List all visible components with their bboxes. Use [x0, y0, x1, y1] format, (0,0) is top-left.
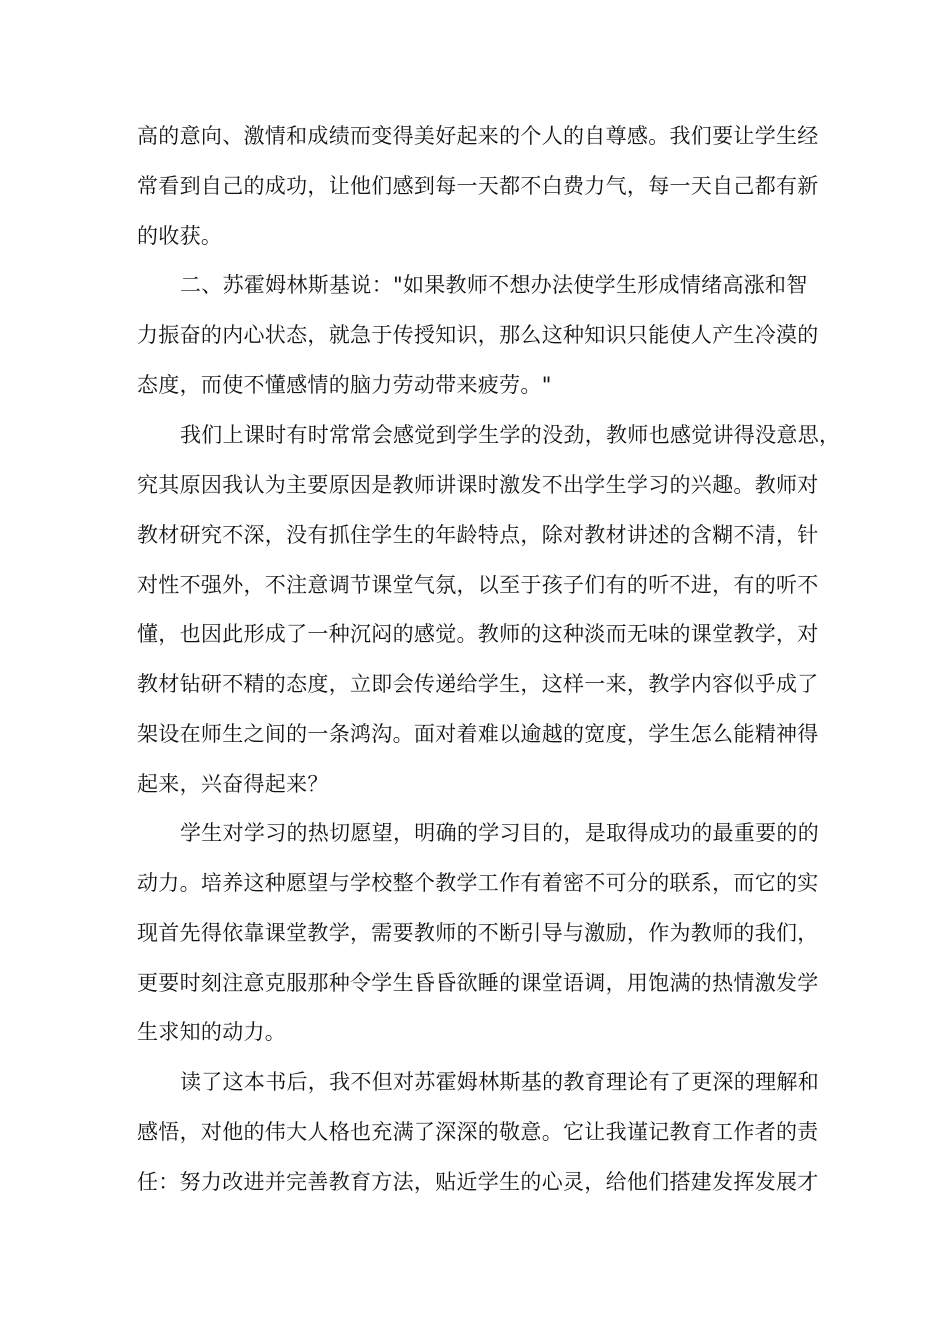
text-line: 更要时刻注意克服那种令学生昏昏欲睡的课堂语调，用饱满的热情激发学: [137, 971, 819, 995]
text-line: 的收获。: [137, 224, 223, 248]
text-line: 常看到自己的成功，让他们感到每一天都不白费力气，每一天自己都有新: [137, 174, 819, 198]
paragraph-start-line: 二、苏霍姆林斯基说："如果教师不想办法使学生形成情绪高涨和智: [180, 273, 808, 297]
text-line: 力振奋的内心状态，就急于传授知识，那么这种知识只能使人产生冷漠的: [137, 323, 819, 347]
text-line: 动力。培养这种愿望与学校整个教学工作有着密不可分的联系，而它的实: [137, 871, 819, 895]
text-line: 高的意向、激情和成绩而变得美好起来的个人的自尊感。我们要让学生经: [137, 124, 819, 148]
paragraph-start-line: 学生对学习的热切愿望，明确的学习目的，是取得成功的最重要的的: [180, 821, 819, 845]
text-line: 教材钻研不精的态度，立即会传递给学生，这样一来，教学内容似乎成了: [137, 672, 819, 696]
text-line: 现首先得依靠课堂教学，需要教师的不断引导与激励，作为教师的我们，: [137, 921, 819, 945]
text-line: 态度，而使不懂感情的脑力劳动带来疲劳。": [137, 373, 552, 397]
text-line: 对性不强外，不注意调节课堂气氛，以至于孩子们有的听不进，有的听不: [137, 573, 819, 597]
text-line: 生求知的动力。: [137, 1020, 287, 1044]
text-line: 任：努力改进并完善教育方法，贴近学生的心灵，给他们搭建发挥发展才: [137, 1170, 819, 1194]
text-line: 究其原因我认为主要原因是教师讲课时激发不出学生学习的兴趣。教师对: [137, 473, 819, 497]
text-line: 懂，也因此形成了一种沉闷的感觉。教师的这种淡而无味的课堂教学，对: [137, 622, 819, 646]
text-line: 起来，兴奋得起来？: [137, 772, 329, 796]
paragraph-start-line: 我们上课时有时常常会感觉到学生学的没劲，教师也感觉讲得没意思，: [180, 423, 841, 447]
text-line: 感悟，对他的伟大人格也充满了深深的敬意。它让我谨记教育工作者的责: [137, 1120, 819, 1144]
text-line: 架设在师生之间的一条鸿沟。面对着难以逾越的宽度，学生怎么能精神得: [137, 722, 819, 746]
paragraph-start-line: 读了这本书后，我不但对苏霍姆林斯基的教育理论有了更深的理解和: [180, 1070, 819, 1094]
text-line: 教材研究不深，没有抓住学生的年龄特点，除对教材讲述的含糊不清，针: [137, 523, 819, 547]
